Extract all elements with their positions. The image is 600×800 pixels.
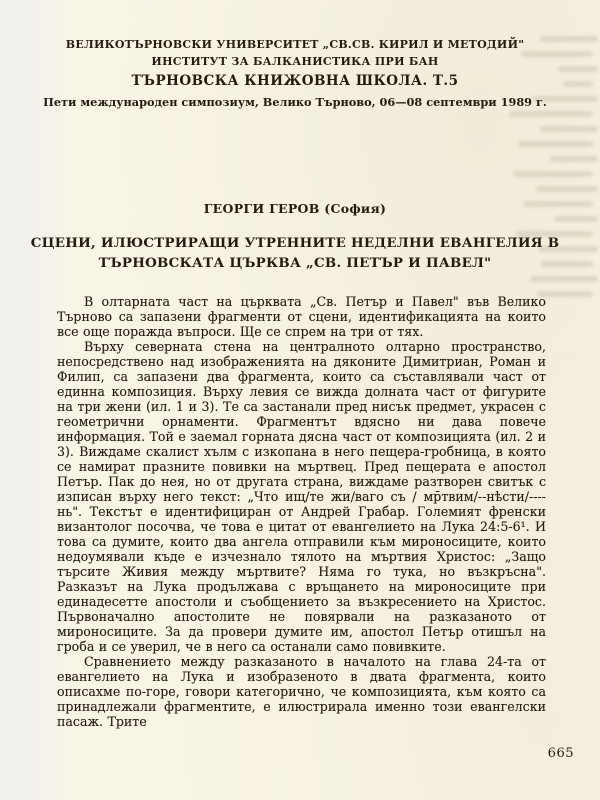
showthrough-line (540, 126, 598, 132)
showthrough-line (536, 186, 598, 192)
showthrough-line (563, 81, 593, 87)
series-title: ТЪРНОВСКА КНИЖОВНА ШКОЛА. Т.5 (131, 72, 459, 89)
showthrough-line (550, 156, 598, 162)
article-body (57, 294, 546, 729)
showthrough-line (513, 171, 593, 177)
page-number: 665 (547, 746, 574, 761)
showthrough-line (509, 111, 593, 117)
showthrough-line (519, 141, 593, 147)
institute-name: ИНСТИТУТ ЗА БАЛКАНИСТИКА ПРИ БАН (151, 54, 439, 68)
showthrough-line (554, 216, 598, 222)
publication-header (30, 38, 560, 109)
article-title-line-1: СЦЕНИ, ИЛЮСТРИРАЩИ УТРЕННИТЕ НЕДЕЛНИ ЕВАНГЕЛИЯ В (30, 235, 560, 251)
symposium-line: Пети международен симпозиум, Велико Търново, 06—08 септември 1989 г. (43, 95, 547, 110)
article-title (30, 233, 560, 273)
university-name: ВЕЛИКОТЪРНОВСКИ УНИВЕРСИТЕТ „СВ.СВ. КИРИЛ И МЕТОДИЙ" (65, 38, 525, 51)
article-title-line-2: ТЪРНОВСКАТА ЦЪРКВА „СВ. ПЕТЪР И ПАВЕЛ" (98, 255, 492, 271)
body-paragraph: Сравнението между разказаното в началото на глава 24-та от евангелието на Лука и изобразеното в двата фрагмента, които описахме по-горе, говори категорично, че композицията, към която са принадлежали фрагментите, е илюстрирала именно този евангелски пасаж. Трите (57, 654, 546, 729)
body-paragraph: Върху северната стена на централното олтарно пространство, непосредствено над изображенията на дяконите Димитриан, Роман и Филип, са запазени два фрагмента, които са съставлявали част от единна композиция. Върху левия се вижда долната част от фигурите на три жени (ил. 1 и 3). Те са застанали пред нисък предмет, украсен с геометрични орнаменти. Фрагментът вдясно ни дава повече информация. Той е заемал горната дясна част от композицията (ил. 2 и 3). Виждаме скалист хълм с изкопана в него пещера-гробница, в която се намират празните повивки на мъртвец. Пред пещерата е апостол Петър. Пак до нея, но от другата страна, виждаме разтворен свитък с изписан върху него текст: „Что ищ/те жи/ваго съ / мр̄твим/--нѣсти/----нь". Текстът е идентифициран от Андрей Грабар. Големият френски византолог посочва, че това е цитат от евангелието на Лука 24:5-6¹. И това са думите, които два ангела отправили към мироносиците, които недоумявали къде е изчезнало тялото на мъртвия Христос: „Защо търсите Живия между мъртвите? Няма го тука, но възкръсна". Разказът на Лука продължава с връщането на мироносиците при единадесетте апостоли и съобщението за възкресението на Христос. Първоначално апостолите не повярвали на разказаното от мироносиците. За да провери думите им, апостол Петър отишъл на гроба и се уверил, че в него са останали само повивките. (57, 339, 546, 654)
body-paragraph: В олтарната част на църквата „Св. Петър и Павел" във Велико Търново са запазени фрагменти от сцени, идентификацията на които все още поражда въпроси. Ще се спрем на три от тях. (57, 294, 546, 339)
showthrough-line (530, 276, 598, 282)
showthrough-line (558, 66, 598, 72)
author-name: ГЕОРГИ ГЕРОВ (София) (203, 201, 387, 216)
